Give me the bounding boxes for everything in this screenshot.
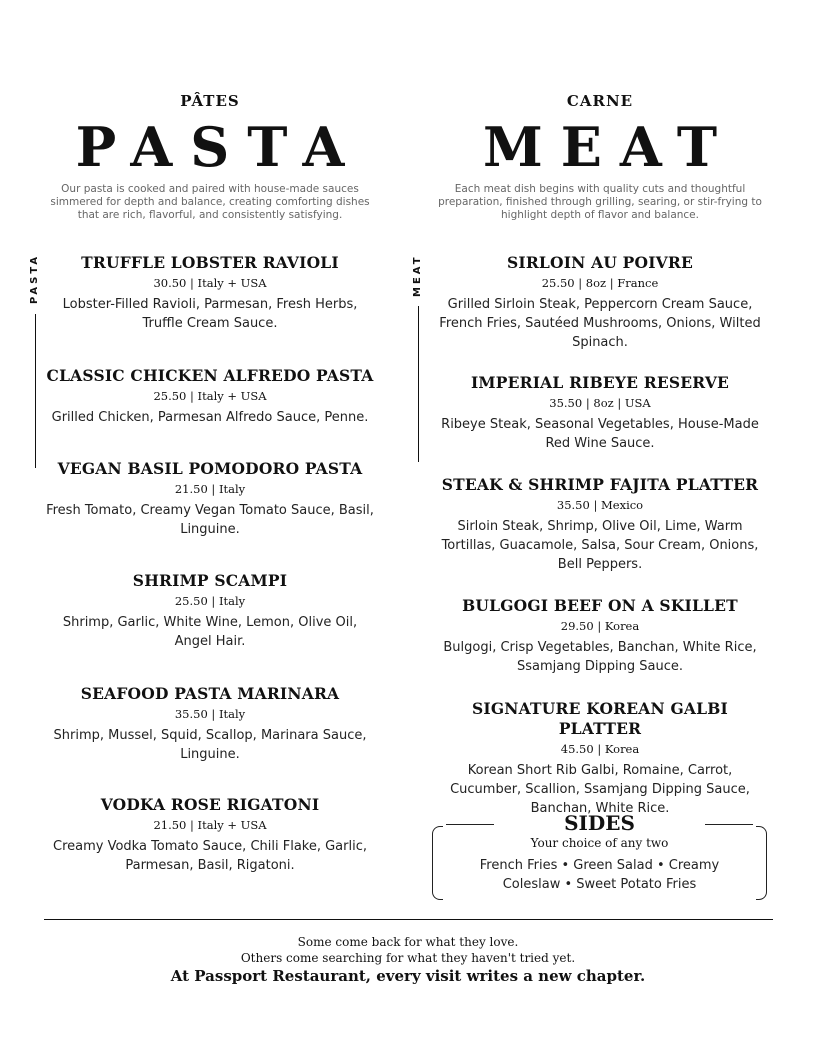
footer-tagline: At Passport Restaurant, every visit writes a new chapter. <box>170 967 646 985</box>
footer-divider <box>44 919 773 920</box>
menu-item <box>40 253 380 333</box>
item-meta: 25.50 | Italy <box>174 594 246 608</box>
item-desc: Bulgogi, Crisp Vegetables, Banchan, White Rice, Ssamjang Dipping Sauce. <box>443 640 757 674</box>
item-name: VODKA ROSE RIGATONI <box>100 795 320 814</box>
item-desc: Shrimp, Garlic, White Wine, Lemon, Olive Oil, Angel Hair. <box>62 615 358 649</box>
menu-item <box>40 795 380 875</box>
item-desc: Shrimp, Mussel, Squid, Scallop, Marinara Sauce, Linguine. <box>53 728 367 762</box>
item-desc: Ribeye Steak, Seasonal Vegetables, House-Made Red Wine Sauce. <box>441 417 759 451</box>
item-meta: 21.50 | Italy <box>174 482 246 496</box>
footer-line-1: Some come back for what they love. <box>297 935 519 949</box>
item-meta: 25.50 | 8oz | France <box>541 276 659 290</box>
item-name: SHRIMP SCAMPI <box>132 571 288 590</box>
item-desc: Creamy Vodka Tomato Sauce, Chili Flake, Garlic, Parmesan, Basil, Rigatoni. <box>53 839 367 873</box>
item-meta: 25.50 | Italy + USA <box>153 389 267 403</box>
item-name: IMPERIAL RIBEYE RESERVE <box>470 373 730 392</box>
sides-list: French Fries • Green Salad • Creamy Coleslaw • Sweet Potato Fries <box>479 858 720 892</box>
item-meta: 35.50 | Mexico <box>556 498 644 512</box>
item-name: CLASSIC CHICKEN ALFREDO PASTA <box>46 366 374 385</box>
item-desc: Grilled Chicken, Parmesan Alfredo Sauce, Penne. <box>51 410 369 425</box>
item-name: SIGNATURE KOREAN GALBI PLATTER <box>472 699 728 738</box>
menu-item <box>430 596 770 676</box>
item-desc: Sirloin Steak, Shrimp, Olive Oil, Lime, Warm Tortillas, Guacamole, Salsa, Sour Cream, Onions, Bell Peppers. <box>441 519 759 572</box>
menu-item <box>40 571 380 651</box>
pasta-side-label: PASTA <box>29 253 40 304</box>
menu-item <box>430 253 770 352</box>
item-desc: Grilled Sirloin Steak, Peppercorn Cream Sauce, French Fries, Sautéed Mushrooms, Onions, Wilted Spinach. <box>439 297 761 350</box>
pasta-title: PASTA <box>75 115 363 179</box>
item-meta: 29.50 | Korea <box>560 619 640 633</box>
item-meta: 45.50 | Korea <box>560 742 640 756</box>
pasta-intro: Our pasta is cooked and paired with house-made sauces simmered for depth and balance, creating comforting dishes that are rich, flavorful, and consistently satisfying. <box>50 183 370 221</box>
menu-item <box>430 373 770 453</box>
meat-side-label: MEAT <box>412 254 423 297</box>
pasta-side-rule <box>35 314 36 468</box>
item-name: TRUFFLE LOBSTER RAVIOLI <box>81 253 339 272</box>
pasta-subtitle: PÂTES <box>180 92 240 110</box>
meat-subtitle: CARNE <box>566 92 634 110</box>
item-desc: Korean Short Rib Galbi, Romaine, Carrot, Cucumber, Scallion, Ssamjang Dipping Sauce, Banchan, White Rice. <box>450 763 750 816</box>
meat-side-rule <box>418 306 419 462</box>
item-name: VEGAN BASIL POMODORO PASTA <box>57 459 363 478</box>
item-desc: Fresh Tomato, Creamy Vegan Tomato Sauce, Basil, Linguine. <box>46 503 374 537</box>
meat-intro: Each meat dish begins with quality cuts and thoughtful preparation, finished through grilling, searing, or stir-frying to highlight depth of flavor and balance. <box>438 183 762 221</box>
item-name: SIRLOIN AU POIVRE <box>506 253 693 272</box>
item-meta: 35.50 | 8oz | USA <box>549 396 651 410</box>
sides-box <box>432 811 767 900</box>
sides-title: SIDES <box>564 811 635 835</box>
item-meta: 30.50 | Italy + USA <box>153 276 267 290</box>
menu-item <box>430 699 770 818</box>
item-name: SEAFOOD PASTA MARINARA <box>80 684 340 703</box>
menu-item <box>40 459 380 539</box>
sides-subtitle: Your choice of any two <box>530 836 669 850</box>
item-desc: Lobster-Filled Ravioli, Parmesan, Fresh Herbs, Truffle Cream Sauce. <box>62 297 358 331</box>
item-meta: 35.50 | Italy <box>174 707 246 721</box>
menu-item <box>40 684 380 764</box>
footer-line-2: Others come searching for what they haven't tried yet. <box>240 951 576 965</box>
item-name: STEAK & SHRIMP FAJITA PLATTER <box>441 475 759 494</box>
item-meta: 21.50 | Italy + USA <box>153 818 267 832</box>
item-name: BULGOGI BEEF ON A SKILLET <box>462 596 738 615</box>
menu-item <box>40 366 380 427</box>
meat-title: MEAT <box>482 115 736 179</box>
menu-item <box>430 475 770 574</box>
